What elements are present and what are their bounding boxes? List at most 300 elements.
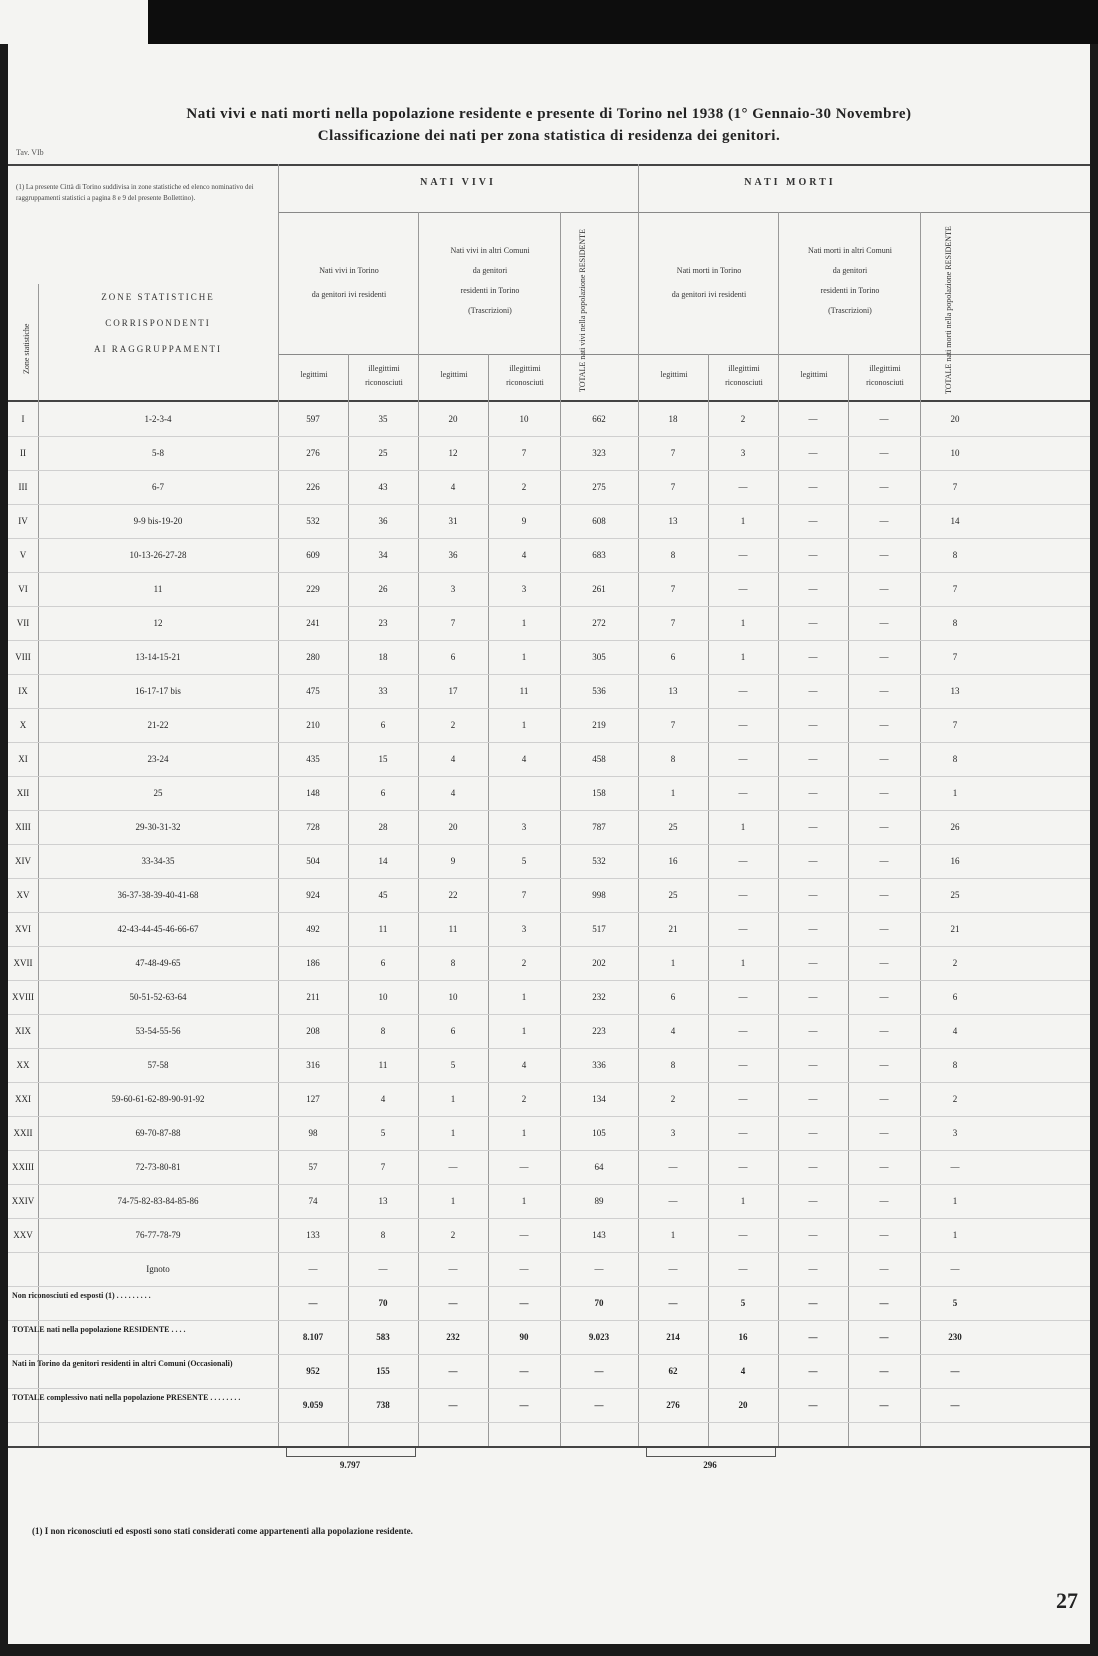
cell-v1: 9.059: [302, 1400, 324, 1410]
cell-v1: 98: [308, 1128, 318, 1138]
cell-vt: 261: [592, 584, 606, 594]
total-row-label: Non riconosciuti ed esposti (1) . . . . . . . . .: [12, 1291, 151, 1300]
scan-top-light-block: [0, 0, 148, 44]
cell-v2: 13: [378, 1196, 388, 1206]
cell-rag: Ignoto: [146, 1264, 170, 1274]
morti-altri-header-line-3: residenti in Torino: [820, 286, 880, 295]
cell-m4: —: [879, 958, 889, 968]
cell-m2: —: [738, 890, 748, 900]
cell-zona: XVII: [13, 958, 33, 968]
morti-altri-header: [780, 244, 920, 318]
morti-torino-header-line-2: da genitori ivi residenti: [671, 290, 747, 299]
cell-v4: 3: [521, 584, 527, 594]
cell-vt: 202: [592, 958, 606, 968]
cell-vt: 223: [592, 1026, 606, 1036]
cell-v2: 15: [378, 754, 388, 764]
cell-mt: 7: [952, 720, 958, 730]
cell-v4: 1: [521, 1196, 527, 1206]
cell-rag: 76-77-78-79: [135, 1230, 181, 1240]
cell-rag: 47-48-49-65: [135, 958, 181, 968]
cell-m4: —: [879, 652, 889, 662]
cell-vt: 232: [592, 992, 606, 1002]
cell-v1: 8.107: [302, 1332, 324, 1342]
cell-v3: 232: [446, 1332, 460, 1342]
cell-zona: XIX: [15, 1026, 31, 1036]
header-group-rule: [278, 212, 1090, 213]
table-row: [8, 640, 1090, 674]
cell-v3: 1: [450, 1128, 456, 1138]
cell-mt: 16: [950, 856, 960, 866]
cell-v1: 316: [306, 1060, 320, 1070]
sub-legittimi-3: legittimi: [660, 370, 688, 379]
cell-vt: 272: [592, 618, 606, 628]
cell-rag: 23-24: [147, 754, 169, 764]
table-row: [8, 776, 1090, 810]
total-row: [8, 1354, 1090, 1388]
cell-m4: —: [879, 822, 889, 832]
cell-vt: 458: [592, 754, 606, 764]
cell-v4: —: [519, 1162, 529, 1172]
cell-v2: 11: [378, 924, 388, 934]
table-row: [8, 946, 1090, 980]
cell-m3: —: [808, 1196, 818, 1206]
cell-v2: 43: [378, 482, 388, 492]
cell-rag: 6-7: [152, 482, 164, 492]
table-row: [8, 878, 1090, 912]
cell-v3: 3: [450, 584, 456, 594]
cell-m3: —: [808, 1366, 818, 1376]
cell-zona: III: [18, 482, 28, 492]
cell-v1: 952: [306, 1366, 320, 1376]
cell-zona: I: [21, 414, 25, 424]
cell-m4: —: [879, 924, 889, 934]
morti-torino-header-line-1: Nati morti in Torino: [676, 266, 742, 275]
cell-v2: 26: [378, 584, 388, 594]
cell-mt: 7: [952, 652, 958, 662]
zone-header: [38, 284, 278, 362]
cell-m3: —: [808, 516, 818, 526]
cell-vt: 683: [592, 550, 606, 560]
cell-m2: —: [738, 1264, 748, 1274]
cell-m2: —: [738, 1094, 748, 1104]
cell-mt: 20: [950, 414, 960, 424]
cell-m1: 276: [666, 1400, 680, 1410]
cell-m4: —: [879, 754, 889, 764]
header-sub-rule: [278, 354, 1090, 355]
cell-v4: 1: [521, 992, 527, 1002]
cell-v4: 10: [519, 414, 529, 424]
cell-mt: 10: [950, 448, 960, 458]
cell-v2: 34: [378, 550, 388, 560]
cell-zona: XXIV: [11, 1196, 35, 1206]
table-row: [8, 1150, 1090, 1184]
cell-mt: 3: [952, 1128, 958, 1138]
cell-m4: —: [879, 550, 889, 560]
cell-vt: 517: [592, 924, 606, 934]
vivi-altri-header-line-1: Nati vivi in altri Comuni: [450, 246, 530, 255]
cell-mt: 21: [950, 924, 960, 934]
cell-v3: —: [448, 1298, 458, 1308]
cell-vt: —: [594, 1366, 604, 1376]
cell-zona: XIV: [15, 856, 31, 866]
cell-mt: —: [950, 1366, 960, 1376]
cell-m4: —: [879, 1366, 889, 1376]
cell-zona: XV: [16, 890, 30, 900]
cell-mt: 1: [952, 1196, 958, 1206]
cell-m4: —: [879, 720, 889, 730]
morti-torino-header: [640, 264, 778, 302]
cell-m4: —: [879, 890, 889, 900]
cell-m3: —: [808, 414, 818, 424]
cell-rag: 36-37-38-39-40-41-68: [117, 890, 199, 900]
cell-v2: 155: [376, 1366, 390, 1376]
title-line-2: Classificazione dei nati per zona statistica di residenza dei genitori.: [317, 128, 781, 144]
cell-m3: —: [808, 652, 818, 662]
cell-v1: —: [308, 1298, 318, 1308]
cell-zona: XX: [16, 1060, 30, 1070]
cell-rag: 50-51-52-63-64: [129, 992, 187, 1002]
cell-m2: 1: [740, 822, 746, 832]
cell-v1: 148: [306, 788, 320, 798]
sub-illegittimi-1: illegittimi riconosciuti: [365, 364, 403, 387]
vivi-torino-header-line-2: da genitori ivi residenti: [311, 290, 387, 299]
cell-rag: 74-75-82-83-84-85-86: [117, 1196, 199, 1206]
cell-v4: 1: [521, 1128, 527, 1138]
table-row: [8, 1218, 1090, 1252]
cell-v4: —: [519, 1298, 529, 1308]
cell-rag: 11: [153, 584, 163, 594]
vivi-torino-header: [280, 264, 418, 302]
cell-v3: 11: [448, 924, 458, 934]
sub-illegittimi-3: illegittimi riconosciuti: [725, 364, 763, 387]
cell-m4: —: [879, 1094, 889, 1104]
cell-m1: 8: [670, 550, 676, 560]
cell-m3: —: [808, 584, 818, 594]
cell-m4: —: [879, 1230, 889, 1240]
cell-m1: 62: [668, 1366, 678, 1376]
cell-v2: 6: [380, 788, 386, 798]
cell-rag: 1-2-3-4: [144, 414, 172, 424]
cell-m1: 16: [668, 856, 678, 866]
cell-rag: 25: [153, 788, 163, 798]
cell-v1: 127: [306, 1094, 320, 1104]
cell-vt: —: [594, 1264, 604, 1274]
cell-vt: 336: [592, 1060, 606, 1070]
cell-m2: 3: [740, 448, 746, 458]
cell-v1: 435: [306, 754, 320, 764]
cell-v4: 1: [521, 618, 527, 628]
cell-v1: 475: [306, 686, 320, 696]
cell-v1: 609: [306, 550, 320, 560]
cell-v1: 211: [306, 992, 320, 1002]
cell-v2: 4: [380, 1094, 386, 1104]
cell-m3: —: [808, 1162, 818, 1172]
cell-mt: 2: [952, 1094, 958, 1104]
cell-v4: 5: [521, 856, 527, 866]
cell-m2: —: [738, 856, 748, 866]
cell-mt: 25: [950, 890, 960, 900]
cell-v4: 2: [521, 1094, 527, 1104]
cell-m2: —: [738, 720, 748, 730]
table-row: [8, 1014, 1090, 1048]
cell-m2: —: [738, 584, 748, 594]
vivi-bracket-total: 9.797: [339, 1460, 361, 1470]
table-row: [8, 912, 1090, 946]
cell-mt: 26: [950, 822, 960, 832]
table-row: [8, 844, 1090, 878]
cell-m4: —: [879, 448, 889, 458]
scan-top-border: [0, 0, 1098, 44]
cell-v4: —: [519, 1230, 529, 1240]
cell-rag: 72-73-80-81: [135, 1162, 181, 1172]
sub-legittimi-1: legittimi: [300, 370, 328, 379]
cell-v3: 9: [450, 856, 456, 866]
morti-altri-header-line-4: (Trascrizioni): [828, 306, 872, 315]
cell-m3: —: [808, 686, 818, 696]
cell-v3: 5: [450, 1060, 456, 1070]
cell-m3: —: [808, 1332, 818, 1342]
cell-v4: 1: [521, 720, 527, 730]
cell-rag: 13-14-15-21: [135, 652, 181, 662]
cell-vt: 105: [592, 1128, 606, 1138]
cell-mt: 8: [952, 550, 958, 560]
cell-v3: 6: [450, 652, 456, 662]
header-top-rule: [8, 164, 1090, 166]
cell-m1: —: [668, 1298, 678, 1308]
morti-bracket-total: 296: [703, 1460, 717, 1470]
nati-vivi-header: NATI VIVI: [420, 177, 496, 188]
document-page: [8, 44, 1090, 1644]
table-number: Tav. VIb: [16, 148, 44, 157]
cell-mt: 8: [952, 618, 958, 628]
cell-m3: —: [808, 1298, 818, 1308]
total-row: [8, 1286, 1090, 1320]
cell-m2: —: [738, 992, 748, 1002]
cell-mt: 7: [952, 482, 958, 492]
cell-vt: 143: [592, 1230, 606, 1240]
cell-m1: 13: [668, 686, 678, 696]
cell-m2: —: [738, 1128, 748, 1138]
cell-zona: IX: [18, 686, 28, 696]
cell-m3: —: [808, 482, 818, 492]
cell-v4: [488, 776, 560, 810]
cell-vt: 536: [592, 686, 606, 696]
cell-m1: 18: [668, 414, 678, 424]
cell-m1: 25: [668, 822, 678, 832]
cell-m2: —: [738, 924, 748, 934]
cell-rag: 5-8: [152, 448, 164, 458]
cell-v4: 2: [521, 482, 527, 492]
cell-v3: 7: [450, 618, 456, 628]
cell-v4: —: [519, 1264, 529, 1274]
cell-m3: —: [808, 550, 818, 560]
sub-illegittimi-4: illegittimi riconosciuti: [866, 364, 904, 387]
cell-m1: 8: [670, 754, 676, 764]
cell-v2: 33: [378, 686, 388, 696]
cell-v2: 7: [380, 1162, 386, 1172]
cell-m4: —: [879, 414, 889, 424]
cell-v2: 28: [378, 822, 388, 832]
cell-rag: 59-60-61-62-89-90-91-92: [111, 1094, 205, 1104]
cell-mt: 5: [952, 1298, 958, 1308]
cell-v3: 17: [448, 686, 458, 696]
cell-mt: 2: [952, 958, 958, 968]
cell-m2: 16: [738, 1332, 748, 1342]
cell-v2: 738: [376, 1400, 390, 1410]
cell-m3: —: [808, 448, 818, 458]
cell-m1: 7: [670, 482, 676, 492]
total-row-label: Nati in Torino da genitori residenti in altri Comuni (Occasionali): [12, 1359, 233, 1368]
cell-v1: 532: [306, 516, 320, 526]
cell-m2: —: [738, 1162, 748, 1172]
vivi-torino-header-line-1: Nati vivi in Torino: [319, 266, 379, 275]
cell-v3: —: [448, 1264, 458, 1274]
cell-m4: —: [879, 482, 889, 492]
cell-vt: 219: [592, 720, 606, 730]
cell-mt: 8: [952, 754, 958, 764]
cell-vt: 787: [592, 822, 606, 832]
cell-m2: 4: [740, 1366, 746, 1376]
cell-v2: 23: [378, 618, 388, 628]
table-row: [8, 1184, 1090, 1218]
cell-v1: 280: [306, 652, 320, 662]
vivi-altri-header-line-3: residenti in Torino: [460, 286, 520, 295]
cell-v3: 22: [448, 890, 458, 900]
cell-v1: 186: [306, 958, 320, 968]
cell-m4: —: [879, 686, 889, 696]
cell-v1: 57: [308, 1162, 318, 1172]
morti-bracket: [646, 1448, 776, 1457]
cell-v4: 4: [521, 1060, 527, 1070]
footnote: (1) I non riconosciuti ed esposti sono stati considerati come appartenenti alla popolazione residente.: [32, 1526, 413, 1536]
cell-v2: 14: [378, 856, 388, 866]
cell-m2: 5: [740, 1298, 746, 1308]
cell-zona: XIII: [15, 822, 31, 832]
cell-zona: X: [19, 720, 27, 730]
cell-m3: —: [808, 822, 818, 832]
page-number: 27: [1056, 1588, 1078, 1613]
cell-v4: 7: [521, 890, 527, 900]
total-row-label: TOTALE complessivo nati nella popolazione PRESENTE . . . . . . . .: [12, 1393, 241, 1402]
cell-m1: 25: [668, 890, 678, 900]
cell-m3: —: [808, 754, 818, 764]
cell-v4: 7: [521, 448, 527, 458]
cell-v3: 8: [450, 958, 456, 968]
cell-m2: —: [738, 1026, 748, 1036]
cell-v4: 1: [521, 652, 527, 662]
cell-m1: 7: [670, 720, 676, 730]
total-row-label: TOTALE nati nella popolazione RESIDENTE . . . .: [12, 1325, 186, 1334]
cell-m4: —: [879, 1128, 889, 1138]
cell-m3: —: [808, 924, 818, 934]
table-row: [8, 538, 1090, 572]
cell-v3: 10: [448, 992, 458, 1002]
cell-mt: 1: [952, 788, 958, 798]
cell-zona: XXIII: [12, 1162, 34, 1172]
cell-v4: 4: [521, 754, 527, 764]
cell-m4: —: [879, 788, 889, 798]
cell-v1: 241: [306, 618, 320, 628]
cell-m1: —: [668, 1196, 678, 1206]
cell-v2: 45: [378, 890, 388, 900]
cell-m4: —: [879, 1332, 889, 1342]
cell-v3: 2: [450, 1230, 456, 1240]
cell-v1: 504: [306, 856, 320, 866]
cell-rag: 9-9 bis-19-20: [133, 516, 183, 526]
cell-m1: 4: [670, 1026, 676, 1036]
cell-v2: 6: [380, 720, 386, 730]
cell-v4: —: [519, 1366, 529, 1376]
cell-m3: —: [808, 1094, 818, 1104]
table-row: [8, 436, 1090, 470]
cell-m3: —: [808, 1264, 818, 1274]
cell-m4: —: [879, 1400, 889, 1410]
cell-m3: —: [808, 1026, 818, 1036]
cell-zona: [8, 1252, 38, 1286]
cell-v3: 4: [450, 788, 456, 798]
zone-header-line-3: AI RAGGRUPPAMENTI: [94, 344, 222, 354]
cell-m4: —: [879, 992, 889, 1002]
cell-vt: 323: [592, 448, 606, 458]
cell-m2: 1: [740, 618, 746, 628]
cell-v3: 20: [448, 822, 458, 832]
cell-zona: XI: [18, 754, 28, 764]
sub-legittimi-4: legittimi: [800, 370, 828, 379]
table-row: [8, 810, 1090, 844]
cell-m4: —: [879, 618, 889, 628]
cell-mt: —: [950, 1264, 960, 1274]
cell-v1: 74: [308, 1196, 318, 1206]
cell-v2: 70: [378, 1298, 388, 1308]
cell-v2: 6: [380, 958, 386, 968]
cell-v1: 597: [306, 414, 320, 424]
cell-v1: 208: [306, 1026, 320, 1036]
cell-vt: 9.023: [588, 1332, 610, 1342]
cell-m1: 7: [670, 618, 676, 628]
cell-mt: 13: [950, 686, 960, 696]
cell-v3: 1: [450, 1094, 456, 1104]
morti-altri-header-line-1: Nati morti in altri Comuni: [808, 246, 892, 255]
cell-m3: —: [808, 1128, 818, 1138]
cell-v3: 20: [448, 414, 458, 424]
cell-m4: —: [879, 1196, 889, 1206]
cell-v1: 229: [306, 584, 320, 594]
table-row: [8, 742, 1090, 776]
table-row: [8, 708, 1090, 742]
cell-mt: —: [950, 1400, 960, 1410]
cell-m4: —: [879, 856, 889, 866]
cell-m1: —: [668, 1162, 678, 1172]
cell-zona: XVI: [15, 924, 31, 934]
cell-vt: 998: [592, 890, 606, 900]
table-row: [8, 402, 1090, 436]
table-row: [8, 980, 1090, 1014]
cell-vt: 608: [592, 516, 606, 526]
cell-v2: 18: [378, 652, 388, 662]
cell-zona: XXII: [13, 1128, 33, 1138]
cell-rag: 16-17-17 bis: [135, 686, 181, 696]
cell-v4: 3: [521, 924, 527, 934]
cell-v1: 210: [306, 720, 320, 730]
cell-v4: 11: [519, 686, 529, 696]
table-row: [8, 504, 1090, 538]
cell-v3: —: [448, 1366, 458, 1376]
cell-v1: 492: [306, 924, 320, 934]
cell-m2: 1: [740, 1196, 746, 1206]
cell-v1: 133: [306, 1230, 320, 1240]
cell-rag: 69-70-87-88: [135, 1128, 181, 1138]
table-row: [8, 572, 1090, 606]
